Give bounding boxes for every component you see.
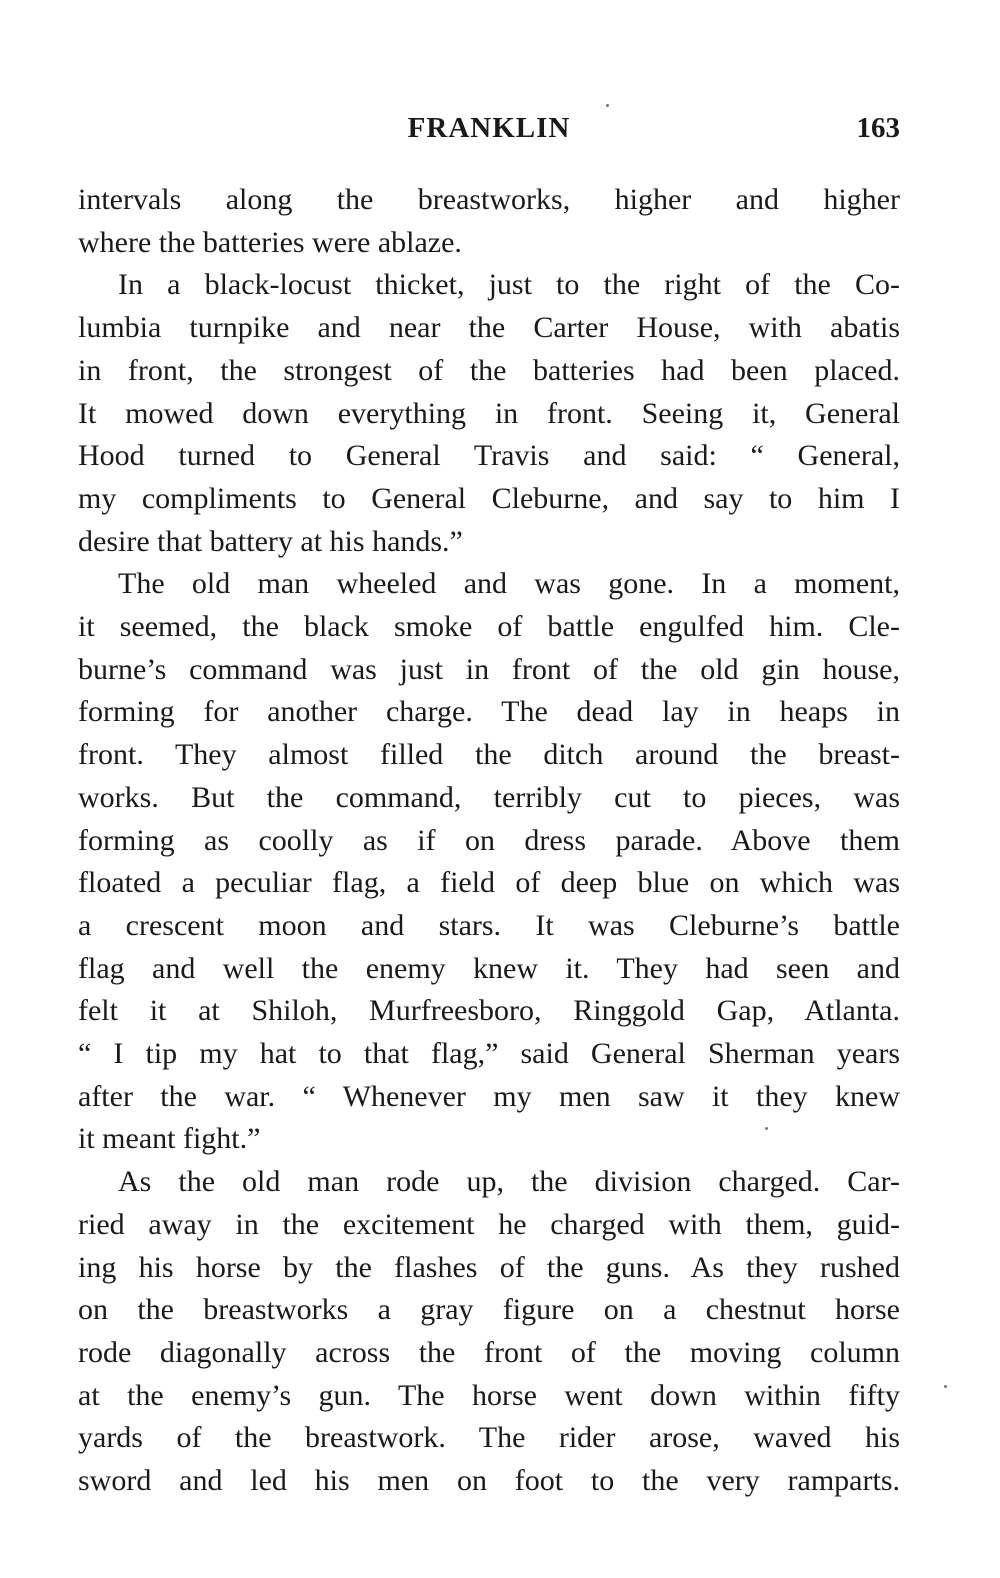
text-line: intervals along the breastworks, higher and higher (78, 183, 900, 216)
text-line: rode diagonally across the front of the moving column (78, 1335, 900, 1369)
text-line: sword and led his men on foot to the very ramparts. (78, 1464, 900, 1498)
text-line: felt it at Shiloh, Murfreesboro, Ringgold Gap, Atlanta. (78, 994, 900, 1028)
text-body (78, 179, 900, 1503)
text-line: at the enemy’s gun. The horse went down within fifty (78, 1378, 900, 1412)
scan-speck (606, 104, 609, 107)
paragraph-4 (78, 1161, 900, 1503)
text-line: floated a peculiar flag, a field of deep blue on which was (78, 866, 900, 900)
text-line: desire that battery at his hands.” (78, 524, 463, 558)
text-line: in front, the strongest of the batteries had been placed. (78, 353, 900, 387)
text-line: In a black-locust thicket, just to the right of the Co- (118, 268, 900, 302)
text-line: forming for another charge. The dead lay in heaps in (78, 695, 900, 729)
text-line: As the old man rode up, the division charged. Car- (118, 1165, 900, 1199)
text-line: it meant fight.” (78, 1122, 261, 1156)
text-line: It mowed down everything in front. Seeing it, General (78, 396, 900, 430)
scan-speck (944, 1385, 947, 1388)
page-number: 163 (856, 112, 900, 144)
text-line: burne’s command was just in front of the old gin house, (78, 652, 900, 686)
text-line: on the breastworks a gray figure on a chestnut horse (78, 1293, 900, 1327)
text-line: lumbia turnpike and near the Carter House, with abatis (78, 311, 900, 345)
paragraph-2 (78, 264, 900, 563)
text-line: after the war. “ Whenever my men saw it they knew (78, 1079, 900, 1113)
running-head (78, 112, 900, 156)
text-line: flag and well the enemy knew it. They had seen and (78, 951, 900, 985)
text-line: Hood turned to General Travis and said: “ General, (78, 439, 900, 473)
text-line: my compliments to General Cleburne, and say to him I (78, 481, 900, 515)
scan-speck (765, 1127, 768, 1130)
text-line: ried away in the excitement he charged with them, guid- (78, 1207, 900, 1241)
text-line: ing his horse by the flashes of the guns. As they rushed (78, 1250, 900, 1284)
text-line: a crescent moon and stars. It was Cleburne’s battle (78, 908, 900, 942)
text-line: yards of the breastwork. The rider arose, waved his (78, 1421, 900, 1455)
text-line: “ I tip my hat to that flag,” said General Sherman years (78, 1037, 900, 1071)
text-line: forming as coolly as if on dress parade. Above them (78, 823, 900, 857)
text-line: it seemed, the black smoke of battle engulfed him. Cle- (78, 610, 900, 644)
paragraph-1 (78, 179, 900, 264)
page-title: FRANKLIN (407, 112, 571, 144)
text-line: front. They almost filled the ditch around the breast- (78, 738, 900, 772)
text-line: works. But the command, terribly cut to pieces, was (78, 780, 900, 814)
text-line: The old man wheeled and was gone. In a moment, (118, 567, 900, 601)
paragraph-3 (78, 563, 900, 1161)
text-line: where the batteries were ablaze. (78, 225, 462, 259)
